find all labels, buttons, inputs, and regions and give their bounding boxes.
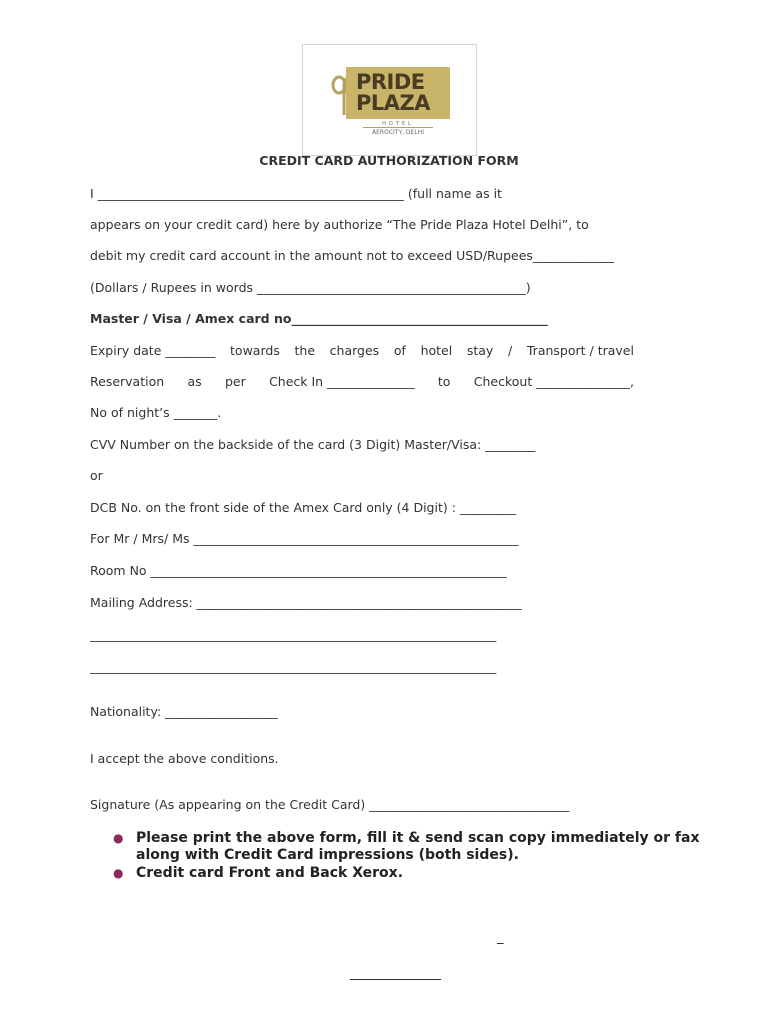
logo-panel <box>346 67 450 119</box>
bullet-icon: ● <box>113 831 124 845</box>
dcb-line: DCB No. on the front side of the Amex Card only (4 Digit) : _________ <box>90 500 517 515</box>
address-continuation-line: _________________________________________________________________ <box>90 627 497 642</box>
logo-location: AEROCITY, DELHI <box>372 129 424 136</box>
instruction-text: Please print the above form, fill it & send scan copy immediately or fax along with Credit Card impressions (both sides). <box>136 830 700 863</box>
signature-underline: ______________ <box>350 966 441 981</box>
room-number-line: Room No _________________________________________________________ <box>90 563 507 578</box>
logo-divider <box>363 127 433 128</box>
signature-line: Signature (As appearing on the Credit Card) ________________________________ <box>90 797 570 812</box>
reservation-word: Check In ______________ <box>269 374 415 389</box>
card-number-line: Master / Visa / Amex card no_________________________________________ <box>90 311 548 326</box>
list-item <box>113 865 713 882</box>
reservation-word: as <box>187 374 202 389</box>
expiry-word: hotel <box>420 343 453 358</box>
full-name-line: I _________________________________________________ (full name as it <box>90 186 502 201</box>
instruction-text: Credit card Front and Back Xerox. <box>136 865 404 881</box>
accept-conditions-line: I accept the above conditions. <box>90 751 279 766</box>
amount-words-line: (Dollars / Rupees in words ___________________________________________) <box>90 280 531 295</box>
list-item <box>113 830 713 864</box>
reservation-word: Reservation <box>90 374 165 389</box>
logo-word-plaza: PLAZA <box>356 91 431 115</box>
expiry-word: of <box>393 343 406 358</box>
cvv-line: CVV Number on the backside of the card (3 Digit) Master/Visa: ________ <box>90 437 536 452</box>
authorize-line: appears on your credit card) here by authorize “The Pride Plaza Hotel Delhi”, to <box>90 217 589 232</box>
guest-name-line: For Mr / Mrs/ Ms ____________________________________________________ <box>90 531 519 546</box>
expiry-word: stay <box>466 343 494 358</box>
reservation-word: to <box>437 374 451 389</box>
reservation-line <box>90 374 634 389</box>
reservation-word: Checkout _______________, <box>473 374 634 389</box>
expiry-word: / <box>508 343 513 358</box>
logo-subtitle: HOTEL <box>382 121 414 127</box>
instructions-list <box>113 830 713 883</box>
expiry-date-line <box>90 343 634 358</box>
expiry-word: charges <box>329 343 380 358</box>
expiry-word: towards <box>230 343 280 358</box>
mailing-address-line: Mailing Address: ____________________________________________________ <box>90 595 522 610</box>
expiry-word: Expiry date ________ <box>90 343 216 358</box>
expiry-word: Transport / travel <box>526 343 634 358</box>
logo-word-pride: PRIDE <box>356 70 425 94</box>
amount-line: debit my credit card account in the amount not to exceed USD/Rupees_____________ <box>90 248 615 263</box>
expiry-word: the <box>294 343 316 358</box>
bullet-icon: ● <box>113 866 124 880</box>
form-title: CREDIT CARD AUTHORIZATION FORM <box>259 153 519 168</box>
nights-line: No of night’s _______. <box>90 405 222 420</box>
hotel-logo <box>302 44 477 156</box>
address-continuation-line: _________________________________________________________________ <box>90 659 497 674</box>
nationality-line: Nationality: __________________ <box>90 704 278 719</box>
short-dash: _ <box>497 930 504 945</box>
reservation-word: per <box>224 374 246 389</box>
or-line: or <box>90 468 103 483</box>
